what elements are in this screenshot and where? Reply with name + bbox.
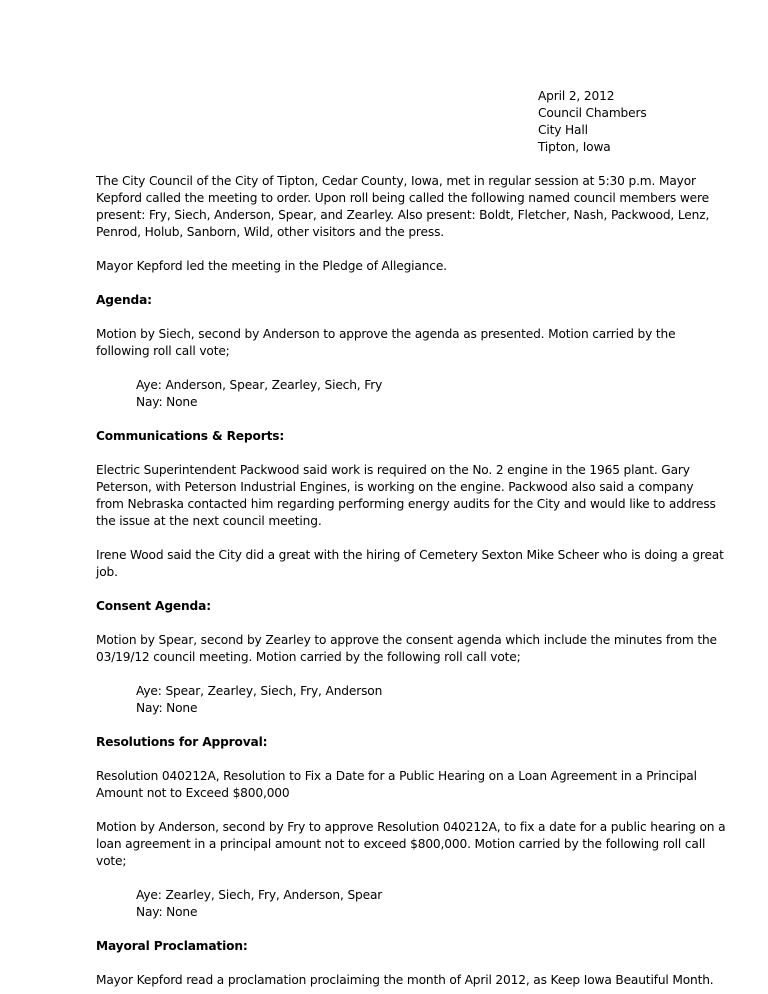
- meeting-location: Council Chambers: [538, 106, 647, 120]
- text-line: Motion by Siech, second by Anderson to approve the agenda as presented. Motion carried by the: [96, 327, 676, 341]
- text-line: Motion by Anderson, second by Fry to approve Resolution 040212A, to fix a date for a public hearing on a: [96, 820, 726, 834]
- text-line: Kepford called the meeting to order. Upon roll being called the following named council members were: [96, 191, 709, 205]
- communications-heading: Communications & Reports:: [96, 429, 285, 443]
- text-line: Irene Wood said the City did a great with the hiring of Cemetery Sexton Mike Scheer who is doing a great: [96, 548, 724, 562]
- consent-heading: Consent Agenda:: [96, 599, 211, 613]
- text-line: job.: [96, 565, 118, 579]
- pledge-paragraph: Mayor Kepford led the meeting in the Pledge of Allegiance.: [96, 259, 447, 273]
- text-line: vote;: [96, 854, 127, 868]
- text-line: present: Fry, Siech, Anderson, Spear, and Zearley. Also present: Boldt, Fletcher, Nash, Packwood, Lenz,: [96, 208, 710, 222]
- vote-nay: Nay: None: [136, 701, 198, 715]
- text-line: Resolution 040212A, Resolution to Fix a Date for a Public Hearing on a Loan Agreement in a Principal: [96, 769, 697, 783]
- proclamation-heading: Mayoral Proclamation:: [96, 939, 248, 953]
- text-line: 03/19/12 council meeting. Motion carried by the following roll call vote;: [96, 650, 521, 664]
- text-line: Motion by Spear, second by Zearley to approve the consent agenda which include the minutes from the: [96, 633, 717, 647]
- minutes-body: [96, 88, 726, 989]
- vote-aye: Aye: Anderson, Spear, Zearley, Siech, Fry: [136, 378, 383, 392]
- intro-paragraph: [96, 173, 716, 241]
- text-line: Mayor Kepford read a proclamation proclaiming the month of April 2012, as Keep Iowa Beautiful Month.: [96, 973, 714, 987]
- meeting-city: Tipton, Iowa: [538, 140, 611, 154]
- meeting-date: April 2, 2012: [538, 89, 615, 103]
- text-line: Amount not to Exceed $800,000: [96, 786, 290, 800]
- vote-aye: Aye: Spear, Zearley, Siech, Fry, Anderson: [136, 684, 383, 698]
- agenda-heading: Agenda:: [96, 293, 152, 307]
- text-line: the issue at the next council meeting.: [96, 514, 322, 528]
- text-line: Electric Superintendent Packwood said work is required on the No. 2 engine in the 1965 plant. Gary: [96, 463, 690, 477]
- text-line: loan agreement in a principal amount not to exceed $800,000. Motion carried by the following roll call: [96, 837, 706, 851]
- resolutions-heading: Resolutions for Approval:: [96, 735, 268, 749]
- vote-aye: Aye: Zearley, Siech, Fry, Anderson, Spear: [136, 888, 383, 902]
- text-line: Peterson, with Peterson Industrial Engines, is working on the engine. Packwood also said a company: [96, 480, 694, 494]
- text-line: from Nebraska contacted him regarding performing energy audits for the City and would like to address: [96, 497, 716, 511]
- text-line: The City Council of the City of Tipton, Cedar County, Iowa, met in regular session at 5:30 p.m. Mayor: [96, 174, 696, 188]
- vote-nay: Nay: None: [136, 395, 198, 409]
- meeting-building: City Hall: [538, 123, 588, 137]
- text-line: following roll call vote;: [96, 344, 230, 358]
- text-line: Penrod, Holub, Sanborn, Wild, other visitors and the press.: [96, 225, 444, 239]
- vote-nay: Nay: None: [136, 905, 198, 919]
